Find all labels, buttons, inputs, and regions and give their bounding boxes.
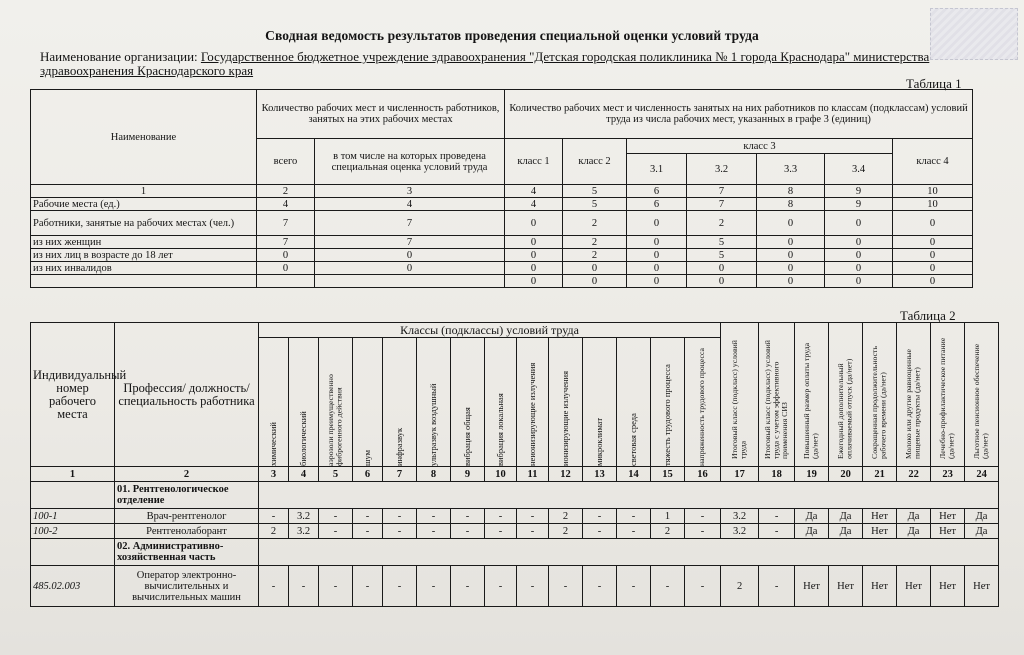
t2-colnum: 5 [319, 467, 353, 482]
t2-cell: - [517, 566, 549, 607]
t2-cell [259, 482, 999, 509]
t1-header-assessed: в том числе на которых проведена специальная оценка условий труда [315, 139, 505, 185]
t2-colnum: 14 [617, 467, 651, 482]
document-title: Сводная ведомость результатов проведения специальной оценки условий труда [265, 28, 759, 43]
t1-cell: 0 [257, 262, 315, 275]
t2-cell: Нет [931, 566, 965, 607]
t2-cell: 3.2 [721, 524, 759, 539]
t2-factor-label: микроклимат [594, 417, 604, 466]
t1-cell: 0 [627, 211, 687, 236]
t2-cell: - [617, 566, 651, 607]
t2-cell: 2 [721, 566, 759, 607]
t2-cell: - [353, 509, 383, 524]
t2-factor-17 [795, 323, 829, 467]
t1-cell: 0 [825, 249, 893, 262]
t2-row-profession: Оператор электронно-вычислительных и вычислительных машин [115, 566, 259, 607]
t2-cell: - [685, 524, 721, 539]
t2-row-id: 100-1 [31, 509, 115, 524]
t2-colnum: 11 [517, 467, 549, 482]
t2-colnum: 24 [965, 467, 999, 482]
organization-line [40, 50, 980, 78]
t2-factor-label: Итоговый класс (подкласс) условий труда [730, 339, 748, 459]
t2-cell: Да [897, 524, 931, 539]
t2-factor-label: ионизирующие излучения [560, 371, 570, 466]
t1-cell: 2 [563, 236, 627, 249]
t1-cell: 10 [893, 198, 973, 211]
t1-cell: 4 [505, 198, 563, 211]
t2-cell: 1 [651, 509, 685, 524]
t2-cell: Да [965, 509, 999, 524]
t2-colnum: 17 [721, 467, 759, 482]
t2-colnum: 2 [115, 467, 259, 482]
table1-caption: Таблица 1 [906, 76, 962, 91]
t1-colnum: 1 [31, 185, 257, 198]
t1-colnum: 6 [627, 185, 687, 198]
t2-factor-label: вибрация локальная [495, 393, 505, 466]
t2-colnum: 3 [259, 467, 289, 482]
t2-factor-label: Ежегодный дополнительный оплачиваемый отпуск (да/нет) [836, 358, 854, 459]
table2-caption: Таблица 2 [900, 308, 956, 323]
t2-cell: 2 [259, 524, 289, 539]
t2-factor-11 [583, 338, 617, 467]
t2-factor-7 [451, 338, 485, 467]
t2-row-profession: Врач-рентгенолог [115, 509, 259, 524]
t1-row-label: Работники, занятые на рабочих местах (чел.) [31, 211, 257, 236]
t2-section-radiology [31, 482, 999, 509]
t2-factor-20 [897, 323, 931, 467]
t2-cell: - [549, 566, 583, 607]
t1-colnum: 9 [825, 185, 893, 198]
t1-cell: 7 [257, 236, 315, 249]
t1-cell: 2 [563, 211, 627, 236]
t1-row-minors [31, 249, 973, 262]
t1-header-total: всего [257, 139, 315, 185]
t2-factor-label: химический [268, 422, 278, 466]
t1-row-label: Рабочие места (ед.) [31, 198, 257, 211]
t1-cell: 0 [825, 275, 893, 288]
t2-cell: Да [829, 509, 863, 524]
t1-colnum: 7 [687, 185, 757, 198]
t2-cell: - [759, 524, 795, 539]
t2-factor-label: Льготное пенсионное обеспечение (да/нет) [972, 343, 990, 459]
t2-section-label: 01. Рентгенологическое отделение [115, 482, 259, 509]
t2-colnum: 15 [651, 467, 685, 482]
t2-cell: - [383, 509, 417, 524]
t2-colnum: 16 [685, 467, 721, 482]
t1-cell [257, 275, 315, 288]
t2-cell: - [259, 566, 289, 607]
t1-cell: 0 [315, 249, 505, 262]
t1-cell [315, 275, 505, 288]
t2-colnum: 6 [353, 467, 383, 482]
t1-cell: 0 [825, 236, 893, 249]
t2-factor-label: инфразвук [394, 427, 404, 466]
t1-header-class3: класс 3 [627, 139, 893, 154]
t2-cell: - [685, 566, 721, 607]
t2-colnum: 21 [863, 467, 897, 482]
t2-cell: Да [965, 524, 999, 539]
t1-header-count: Количество рабочих мест и численность работников, занятых на этих рабочих местах [257, 90, 505, 139]
t1-cell: 0 [893, 236, 973, 249]
t2-colnum: 10 [485, 467, 517, 482]
t2-cell: Нет [931, 524, 965, 539]
t1-header-3-4: 3.4 [825, 154, 893, 185]
t2-factor-14 [685, 338, 721, 467]
t2-column-numbers [31, 467, 999, 482]
t2-cell: - [319, 524, 353, 539]
t2-cell [31, 539, 115, 566]
t1-row-workplaces [31, 198, 973, 211]
t2-cell: Да [897, 509, 931, 524]
t2-cell: - [583, 566, 617, 607]
t2-cell: - [517, 524, 549, 539]
t2-row-operator [31, 566, 999, 607]
t1-row-workers [31, 211, 973, 236]
t2-header-classes: Классы (подклассы) условий труда [259, 323, 721, 338]
t2-cell: Нет [965, 566, 999, 607]
t1-cell: 5 [687, 249, 757, 262]
t1-header-3-2: 3.2 [687, 154, 757, 185]
t2-factor-2 [289, 338, 319, 467]
t1-cell: 0 [687, 275, 757, 288]
t1-header-3-1: 3.1 [627, 154, 687, 185]
t2-factor-label: шум [362, 449, 372, 466]
t1-cell: 0 [627, 236, 687, 249]
t1-cell: 0 [627, 275, 687, 288]
t1-cell: 0 [505, 262, 563, 275]
t2-cell: 3.2 [289, 509, 319, 524]
t2-colnum: 9 [451, 467, 485, 482]
t2-cell: 2 [651, 524, 685, 539]
t2-cell: - [417, 566, 451, 607]
t1-cell: 0 [257, 249, 315, 262]
table1 [30, 89, 973, 288]
t2-colnum: 1 [31, 467, 115, 482]
t1-colnum: 5 [563, 185, 627, 198]
t1-cell: 9 [825, 198, 893, 211]
t2-factor-16 [759, 323, 795, 467]
t2-cell: - [289, 566, 319, 607]
t2-factor-3 [319, 338, 353, 467]
t2-factor-label: ультразвук воздушный [428, 383, 438, 466]
t1-cell: 0 [315, 262, 505, 275]
t2-colnum: 7 [383, 467, 417, 482]
t2-colnum: 20 [829, 467, 863, 482]
t1-column-numbers [31, 185, 973, 198]
t1-cell: 0 [757, 236, 825, 249]
t1-cell: 0 [627, 262, 687, 275]
t1-colnum: 2 [257, 185, 315, 198]
t2-cell: - [259, 509, 289, 524]
t2-factor-label: Лечебно-профилактическое питание (да/нет) [938, 337, 956, 459]
t2-cell: Нет [863, 524, 897, 539]
t2-cell: - [417, 509, 451, 524]
t1-header-3-3: 3.3 [757, 154, 825, 185]
t2-row-id: 485.02.003 [31, 566, 115, 607]
t2-factor-9 [517, 338, 549, 467]
t2-cell: Да [795, 509, 829, 524]
t2-cell: 2 [549, 524, 583, 539]
t1-cell: 0 [757, 262, 825, 275]
t2-colnum: 19 [795, 467, 829, 482]
t1-cell: 5 [687, 236, 757, 249]
t1-row-label: из них инвалидов [31, 262, 257, 275]
t2-cell: - [353, 566, 383, 607]
t1-row-extra [31, 275, 973, 288]
t2-row-id: 100-2 [31, 524, 115, 539]
t2-cell: - [583, 524, 617, 539]
t1-cell: 0 [825, 262, 893, 275]
t2-cell: - [759, 566, 795, 607]
t2-cell: - [485, 566, 517, 607]
org-label: Наименование организации: [40, 49, 198, 64]
t2-row-profession: Рентгенолаборант [115, 524, 259, 539]
t2-cell: 3.2 [721, 509, 759, 524]
t2-factor-15 [721, 323, 759, 467]
t2-cell: Нет [795, 566, 829, 607]
t2-header-id: Индивидуальный номер рабочего места [31, 323, 115, 467]
t1-cell: 7 [687, 198, 757, 211]
t1-colnum: 3 [315, 185, 505, 198]
t2-cell: - [383, 524, 417, 539]
t2-cell: - [485, 509, 517, 524]
t1-colnum: 10 [893, 185, 973, 198]
t2-factor-label: неионизирующие излучения [527, 362, 537, 466]
t1-cell: 7 [315, 236, 505, 249]
t2-factor-5 [383, 338, 417, 467]
t1-cell: 0 [505, 275, 563, 288]
t2-colnum: 13 [583, 467, 617, 482]
t2-factor-21 [931, 323, 965, 467]
t2-cell: - [685, 509, 721, 524]
t2-cell: - [617, 524, 651, 539]
t2-colnum: 4 [289, 467, 319, 482]
t2-factor-label: Сокращенная продолжительность рабочего времени (да/нет) [870, 345, 888, 459]
t2-factor-1 [259, 338, 289, 467]
t2-cell: - [451, 566, 485, 607]
t2-factor-label: Повышенный размер оплаты труда (да/нет) [802, 342, 820, 459]
t2-cell: - [451, 509, 485, 524]
t1-cell: 8 [757, 198, 825, 211]
t1-cell: 0 [893, 275, 973, 288]
t1-header-name: Наименование [31, 90, 257, 185]
t1-cell: 0 [627, 249, 687, 262]
t1-cell: 7 [257, 211, 315, 236]
t1-cell: 6 [627, 198, 687, 211]
t2-cell: Нет [931, 509, 965, 524]
t2-factor-10 [549, 338, 583, 467]
t1-cell: 0 [757, 275, 825, 288]
t2-factor-6 [417, 338, 451, 467]
t2-factor-22 [965, 323, 999, 467]
t2-factor-8 [485, 338, 517, 467]
t2-factor-13 [651, 338, 685, 467]
t2-cell: - [451, 524, 485, 539]
table2 [30, 322, 999, 607]
t1-cell: 5 [563, 198, 627, 211]
t2-cell: Да [795, 524, 829, 539]
t1-cell: 0 [893, 211, 973, 236]
t1-row-disabled [31, 262, 973, 275]
t1-cell: 0 [757, 249, 825, 262]
t2-cell: - [383, 566, 417, 607]
t1-cell: 0 [893, 249, 973, 262]
t1-cell: 0 [563, 262, 627, 275]
t2-cell: - [319, 509, 353, 524]
t1-row-label-empty [31, 275, 257, 288]
t2-cell: - [485, 524, 517, 539]
t2-row-radiolab [31, 524, 999, 539]
t1-cell: 0 [893, 262, 973, 275]
t1-header-classes: Количество рабочих мест и численность занятых на них работников по классам (подклассам) условий труда из числа рабочих мест, указанных в графе 3 (единиц) [505, 90, 973, 139]
t2-factor-12 [617, 338, 651, 467]
t1-cell: 0 [563, 275, 627, 288]
t2-cell: Нет [829, 566, 863, 607]
t2-cell: - [583, 509, 617, 524]
t1-header-class1: класс 1 [505, 139, 563, 185]
t2-colnum: 22 [897, 467, 931, 482]
t2-colnum: 23 [931, 467, 965, 482]
t2-cell: - [353, 524, 383, 539]
t1-cell: 0 [825, 211, 893, 236]
t2-header-profession: Профессия/ должность/ специальность работника [115, 323, 259, 467]
t1-cell: 4 [315, 198, 505, 211]
org-value: Государственное бюджетное учреждение здравоохранения "Детская городская поликлиника № 1 города Краснодара" министерства здравоохранения Краснодарского края [40, 49, 930, 78]
t2-row-radiologist [31, 509, 999, 524]
t2-cell: - [617, 509, 651, 524]
t2-factor-label: биологический [298, 411, 308, 466]
t1-cell: 0 [505, 211, 563, 236]
t2-colnum: 8 [417, 467, 451, 482]
t2-cell: - [517, 509, 549, 524]
t1-row-label: из них лиц в возрасте до 18 лет [31, 249, 257, 262]
t1-row-women [31, 236, 973, 249]
t2-cell: - [651, 566, 685, 607]
t2-cell: - [319, 566, 353, 607]
t2-cell: Нет [863, 566, 897, 607]
t2-factor-4 [353, 338, 383, 467]
t1-cell: 7 [315, 211, 505, 236]
t2-section-label: 02. Административно-хозяйственная часть [115, 539, 259, 566]
t2-cell: 2 [549, 509, 583, 524]
t1-cell: 0 [687, 262, 757, 275]
t2-factor-label: аэрозоли преимущественно фиброгенного действия [326, 374, 344, 466]
t1-cell: 0 [505, 249, 563, 262]
t2-colnum: 12 [549, 467, 583, 482]
t2-factor-label: Молоко или другие равноценные пищевые продукты (да/нет) [904, 348, 922, 459]
t2-cell: 3.2 [289, 524, 319, 539]
t2-cell: - [759, 509, 795, 524]
t2-cell: Нет [863, 509, 897, 524]
t1-cell: 4 [257, 198, 315, 211]
t1-cell: 2 [563, 249, 627, 262]
t2-factor-label: вибрация общая [462, 407, 472, 466]
t2-cell [259, 539, 999, 566]
t2-factor-18 [829, 323, 863, 467]
t2-cell: Нет [897, 566, 931, 607]
t2-factor-label: Итоговый класс (подкласс) условий труда с учетом эффективного применения СИЗ [762, 339, 789, 459]
t1-header-class2: класс 2 [563, 139, 627, 185]
t2-colnum: 18 [759, 467, 795, 482]
t2-section-admin [31, 539, 999, 566]
t2-factor-label: световая среда [628, 413, 638, 466]
t2-cell [31, 482, 115, 509]
t1-cell: 0 [757, 211, 825, 236]
t1-colnum: 4 [505, 185, 563, 198]
t2-cell: Да [829, 524, 863, 539]
t2-factor-label: напряженность трудового процесса [697, 348, 707, 466]
t1-cell: 0 [505, 236, 563, 249]
t1-header-class4: класс 4 [893, 139, 973, 185]
t2-cell: - [417, 524, 451, 539]
t1-colnum: 8 [757, 185, 825, 198]
t2-factor-label: тяжесть трудового процесса [662, 364, 672, 466]
t1-row-label: из них женщин [31, 236, 257, 249]
t1-cell: 2 [687, 211, 757, 236]
t2-factor-19 [863, 323, 897, 467]
